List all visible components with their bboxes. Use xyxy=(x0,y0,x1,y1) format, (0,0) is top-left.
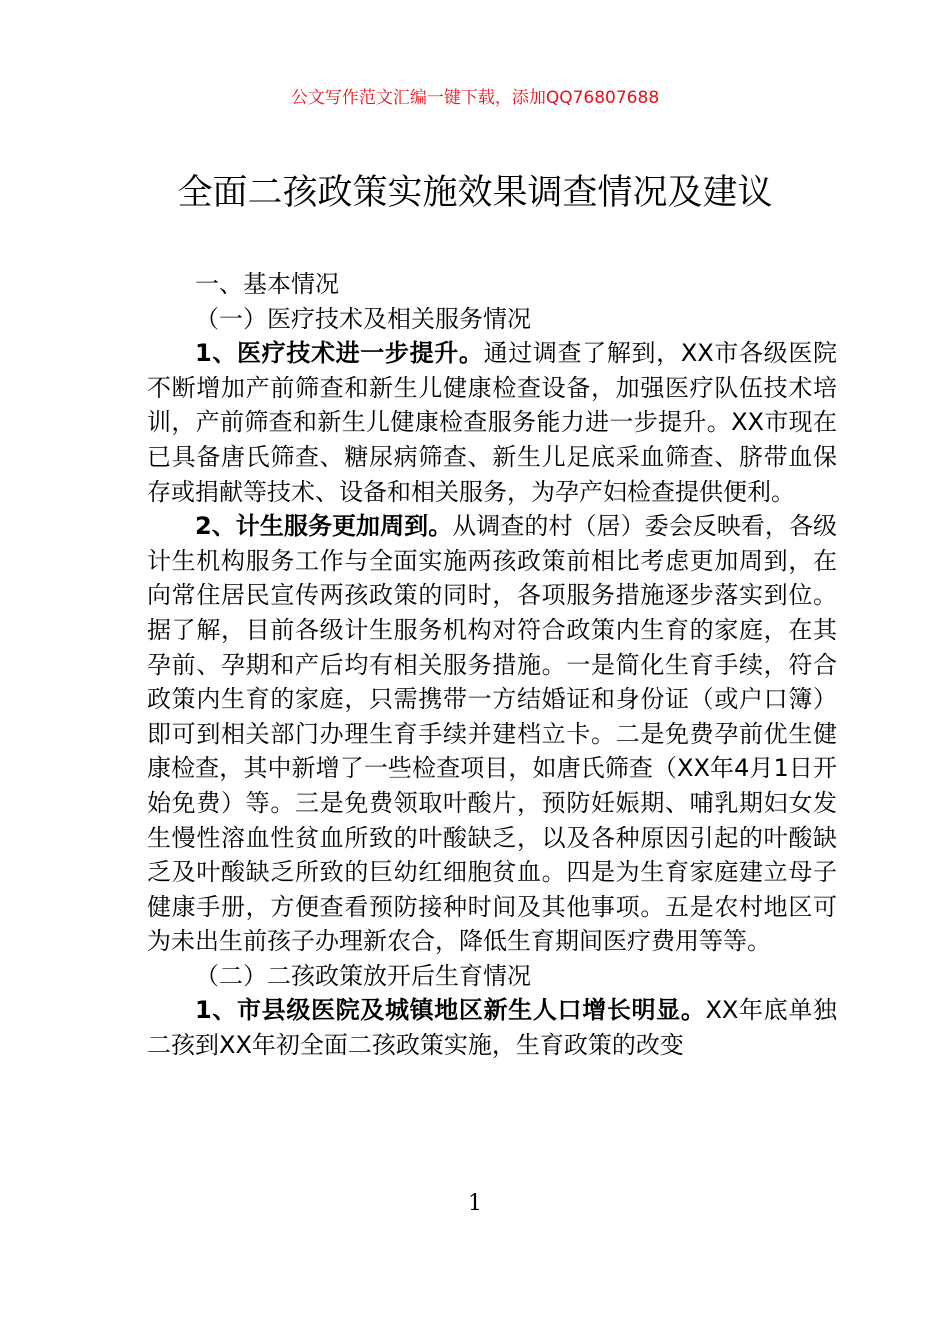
subsection-heading-birth-situation: （二）二孩政策放开后生育情况 xyxy=(195,961,531,990)
subsection-heading-medical-services: （一）医疗技术及相关服务情况 xyxy=(195,304,531,333)
paragraph-text: XX年底单独二孩到XX年初全面二孩政策实施，生育政策的改变 xyxy=(147,996,837,1060)
paragraph-medical-technology xyxy=(147,336,837,509)
paragraph-lead: 1、医疗技术进一步提升。 xyxy=(195,339,484,368)
paragraph-newborn-growth xyxy=(147,993,837,1062)
document-title: 全面二孩政策实施效果调查情况及建议 xyxy=(177,173,773,213)
document-body xyxy=(147,267,837,1063)
page-number: 1 xyxy=(468,1191,482,1216)
section-heading-basic-situation: 一、基本情况 xyxy=(195,270,339,298)
paragraph-family-planning-services xyxy=(147,509,837,959)
paragraph-text: 通过调查了解到，XX市各级医院不断增加产前筛查和新生儿健康检查设备，加强医疗队伍技术培训，产前筛查和新生儿健康检查服务能力进一步提升。XX市现在已具备唐氏筛查、糖尿病筛查、新生儿足底采血筛查、脐带血保存或捐献等技术、设备和相关服务，为孕产妇检查提供便利。 xyxy=(147,339,837,506)
paragraph-lead: 1、市县级医院及城镇地区新生人口增长明显。 xyxy=(195,996,706,1025)
paragraph-text: 从调查的村（居）委会反映看，各级计生机构服务工作与全面实施两孩政策前相比考虑更加周到，在向常住居民宣传两孩政策的同时，各项服务措施逐步落实到位。据了解，目前各级计生服务机构对符合政策内生育的家庭，在其孕前、孕期和产后均有相关服务措施。一是简化生育手续，符合政策内生育的家庭，只需携带一方结婚证和身份证（或户口簿）即可到相关部门办理生育手续并建档立卡。二是免费孕前优生健康检查，其中新增了一些检查项目，如唐氏筛查（XX年4月1日开始免费）等。三是免费领取叶酸片，预防妊娠期、哺乳期妇女发生慢性溶血性贫血所致的叶酸缺乏，以及各种原因引起的叶酸缺乏及叶酸缺乏所致的巨幼红细胞贫血。四是为生育家庭建立母子健康手册，方便查看预防接种时间及其他事项。五是农村地区可为未出生前孩子办理新农合，降低生育期间医疗费用等等。 xyxy=(147,512,837,956)
paragraph-lead: 2、计生服务更加周到。 xyxy=(195,512,453,541)
download-promo-banner: 公文写作范文汇编一键下载，添加QQ76807688 xyxy=(290,88,660,108)
